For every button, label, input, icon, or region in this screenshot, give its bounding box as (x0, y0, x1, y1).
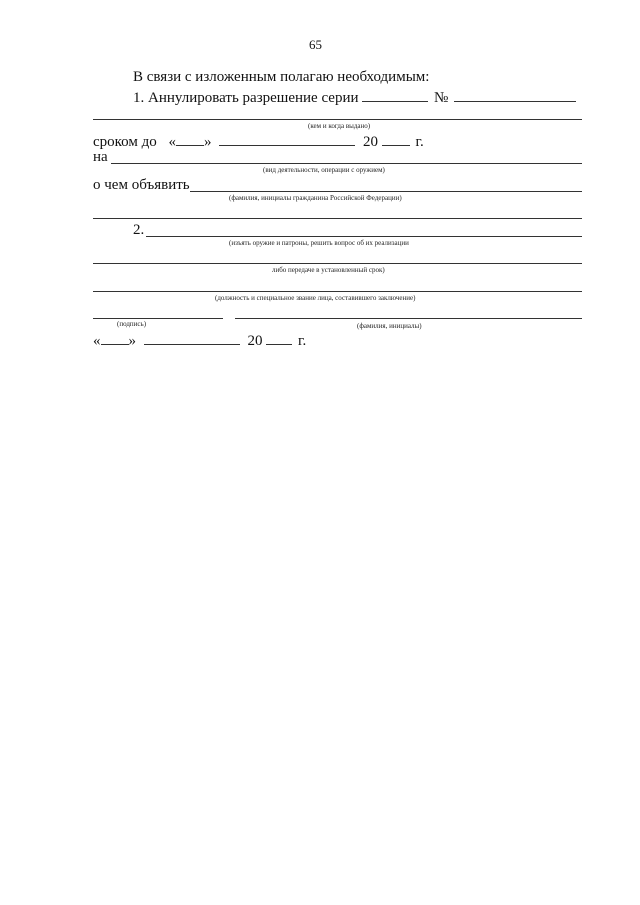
name-caption: (фамилия, инициалы) (357, 322, 422, 330)
on-label: на (93, 149, 108, 165)
term-month-field[interactable] (219, 133, 355, 146)
date-open-quote: « (93, 333, 101, 349)
issued-by-caption: (кем и когда выдано) (308, 122, 371, 130)
item2-label: 2. (133, 222, 145, 238)
term-year-suffix: г. (415, 134, 424, 150)
date-close-quote: » (128, 333, 136, 349)
term-year-prefix: 20 (363, 134, 379, 150)
citizen-field[interactable] (190, 191, 582, 192)
term-open-quote: « (168, 134, 177, 150)
intro-text: В связи с изложенным полагаю необходимым: (133, 69, 430, 85)
position-field[interactable] (93, 291, 582, 292)
signature-caption: (подпись) (117, 320, 147, 328)
term-day-field[interactable] (176, 133, 204, 146)
date-month-field[interactable] (144, 332, 240, 345)
term-label: сроком до (93, 134, 157, 150)
date-line (93, 332, 306, 349)
date-year-suffix: г. (298, 333, 307, 349)
issued-by-field[interactable] (93, 119, 582, 120)
series-field[interactable] (362, 89, 428, 102)
page-number: 65 (309, 37, 322, 52)
date-year-prefix: 20 (247, 333, 263, 349)
activity-field[interactable] (111, 163, 582, 164)
term-line (93, 133, 424, 150)
signature-field[interactable] (93, 318, 223, 319)
date-year-field[interactable] (266, 332, 292, 345)
weapons-field[interactable] (146, 236, 582, 237)
citizen-caption: (фамилия, инициалы гражданина Российской Федерации) (229, 194, 402, 202)
term-close-quote: » (204, 134, 212, 150)
item1-line (133, 89, 576, 106)
announce-label: о чем объявить (93, 177, 190, 193)
term-year-field[interactable] (382, 133, 410, 146)
number-sign: № (434, 90, 449, 106)
name-field[interactable] (235, 318, 582, 319)
number-field[interactable] (454, 89, 576, 102)
date-day-field[interactable] (101, 332, 129, 345)
weapons-caption: (изъять оружие и патроны, решить вопрос об их реализации (229, 239, 409, 247)
citizen-field-2[interactable] (93, 218, 582, 219)
item1-prefix: 1. Аннулировать разрешение серии (133, 90, 359, 106)
weapons-field-2[interactable] (93, 263, 582, 264)
activity-caption: (вид деятельности, операции с оружием) (263, 166, 385, 174)
position-caption: (должность и специальное звание лица, составившего заключение) (215, 294, 416, 302)
weapons-caption-2: либо передаче в установленный срок) (272, 266, 385, 274)
